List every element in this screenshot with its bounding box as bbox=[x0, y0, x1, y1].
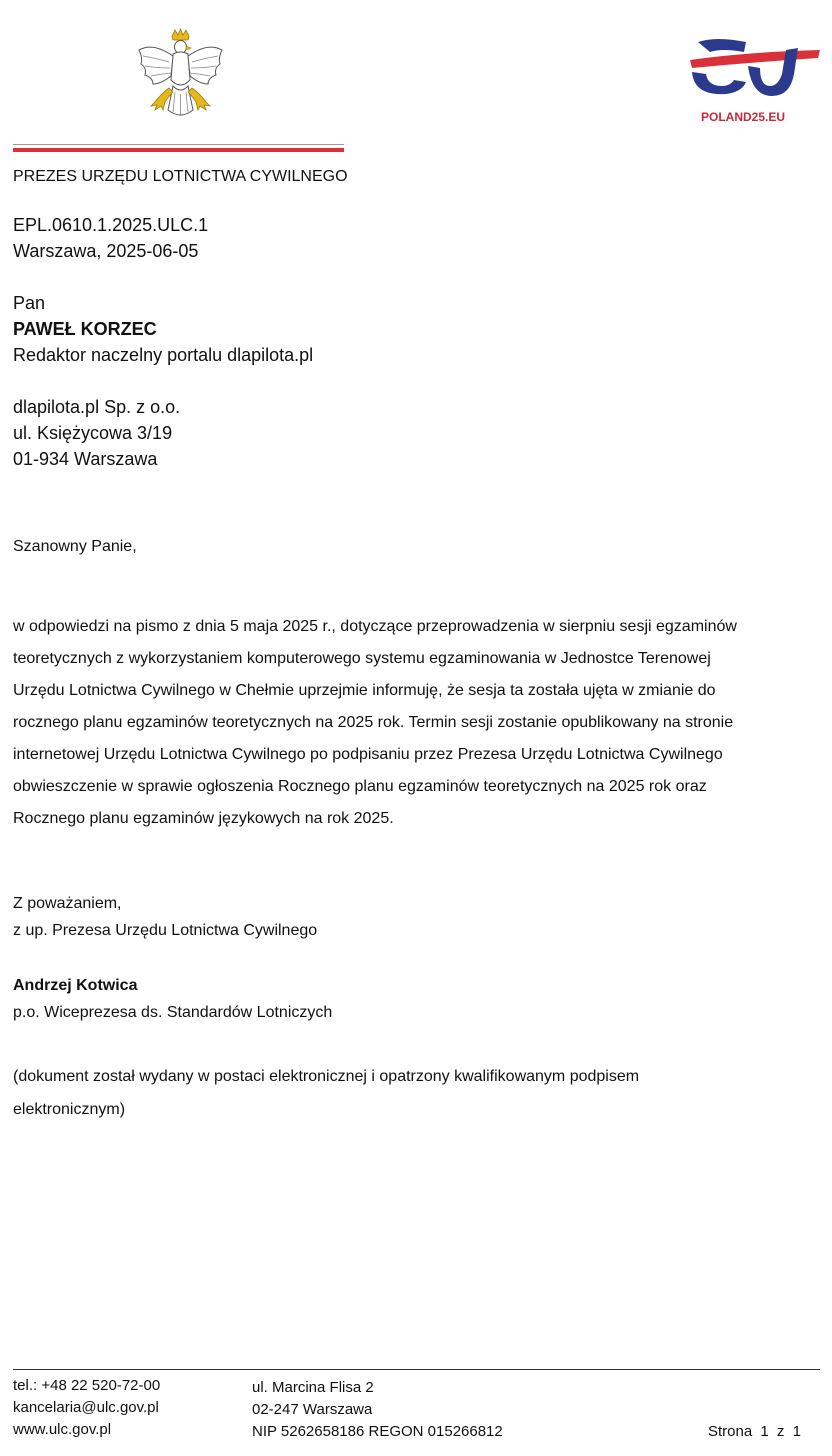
footer-website: www.ulc.gov.pl bbox=[13, 1421, 112, 1438]
footer-address bbox=[252, 1377, 503, 1443]
page-label: Strona bbox=[708, 1423, 753, 1440]
header-divider bbox=[13, 144, 344, 152]
body-line: obwieszczenie w sprawie ogłoszenia Rocznego planu egzaminów teoretycznych na 2025 rok oraz bbox=[13, 778, 707, 795]
footer-email: kancelaria@ulc.gov.pl bbox=[13, 1399, 159, 1416]
note-line: (dokument został wydany w postaci elektronicznej i opatrzony kwalifikowanym podpisem bbox=[13, 1068, 640, 1085]
recipient-name: PAWEŁ KORZEC bbox=[13, 319, 157, 339]
authority-name: PREZES URZĘDU LOTNICTWA CYWILNEGO bbox=[13, 168, 348, 185]
footer-phone: tel.: +48 22 520-72-00 bbox=[13, 1377, 161, 1394]
body-line: teoretycznych z wykorzystaniem komputerowego systemu egzaminowania w Jednostce Terenowej bbox=[13, 650, 711, 667]
recipient-title: Pan bbox=[13, 293, 46, 313]
recipient-role: Redaktor naczelny portalu dlapilota.pl bbox=[13, 345, 314, 365]
polish-eagle-emblem-icon bbox=[133, 28, 228, 126]
eu-presidency-logo bbox=[686, 38, 822, 128]
reference-block bbox=[13, 212, 208, 264]
place-date: Warszawa, 2025-06-05 bbox=[13, 241, 199, 261]
body-line: w odpowiedzi na pismo z dnia 5 maja 2025 r., dotyczące przeprowadzenia w sierpniu sesji egzaminów bbox=[13, 618, 737, 635]
signatory-role: p.o. Wiceprezesa ds. Standardów Lotniczych bbox=[13, 1004, 333, 1021]
footer-street: ul. Marcina Flisa 2 bbox=[252, 1379, 374, 1396]
closing-block bbox=[13, 890, 317, 944]
body-line: Rocznego planu egzaminów językowych na rok 2025. bbox=[13, 810, 394, 827]
electronic-signature-note bbox=[13, 1060, 773, 1126]
signatory-name: Andrzej Kotwica bbox=[13, 977, 138, 994]
note-line: elektronicznym) bbox=[13, 1101, 126, 1118]
body-line: rocznego planu egzaminów teoretycznych na 2025 rok. Termin sesji zostanie opublikowany na stronie bbox=[13, 714, 734, 731]
body-line: internetowej Urzędu Lotnictwa Cywilnego po podpisaniu przez Prezesa Urzędu Lotnictwa Cywilnego bbox=[13, 746, 723, 763]
recipient-address bbox=[13, 394, 180, 472]
footer-city: 02-247 Warszawa bbox=[252, 1401, 373, 1418]
on-behalf-of: z up. Prezesa Urzędu Lotnictwa Cywilnego bbox=[13, 922, 318, 939]
page-number bbox=[708, 1421, 805, 1443]
recipient-block bbox=[13, 290, 313, 368]
footer-ids: NIP 5262658186 REGON 015266812 bbox=[252, 1423, 503, 1440]
footer-divider bbox=[13, 1369, 820, 1370]
page-total: 1 bbox=[792, 1423, 801, 1440]
reference-number: EPL.0610.1.2025.ULC.1 bbox=[13, 215, 209, 235]
letter-body bbox=[13, 611, 821, 835]
address-company: dlapilota.pl Sp. z o.o. bbox=[13, 397, 181, 417]
closing-phrase: Z poważaniem, bbox=[13, 895, 122, 912]
eu-logo-icon bbox=[686, 38, 822, 108]
salutation: Szanowny Panie, bbox=[13, 538, 137, 555]
address-city: 01-934 Warszawa bbox=[13, 449, 158, 469]
page-of: z bbox=[776, 1423, 785, 1440]
page-current: 1 bbox=[760, 1423, 769, 1440]
body-line: Urzędu Lotnictwa Cywilnego w Chełmie uprzejmie informuję, że sesja ta została ujęta w zmianie do bbox=[13, 682, 716, 699]
address-street: ul. Księżycowa 3/19 bbox=[13, 423, 173, 443]
eu-logo-caption: POLAND25.EU bbox=[700, 110, 786, 124]
footer-contact bbox=[13, 1375, 160, 1441]
signatory-block bbox=[13, 972, 332, 1026]
